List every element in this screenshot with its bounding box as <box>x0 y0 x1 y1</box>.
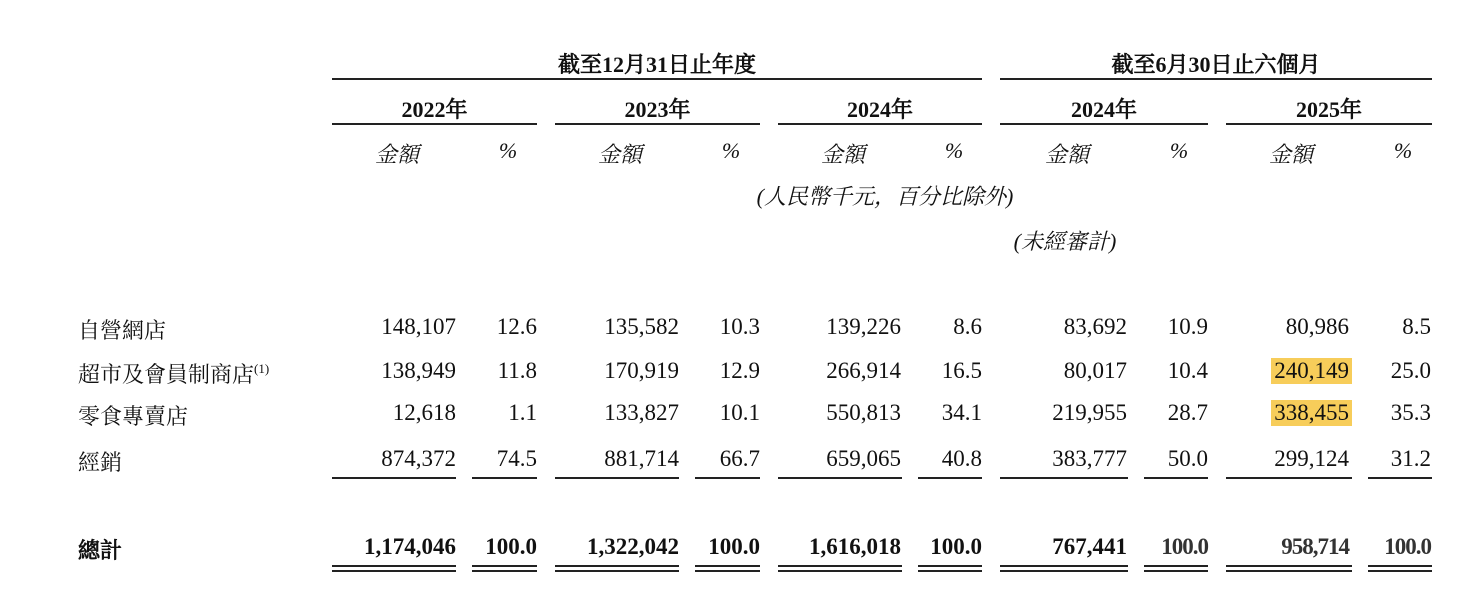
total-cell: 1,616,018 <box>809 534 901 559</box>
total-cell: 100.0 <box>1384 534 1431 559</box>
footnote-marker: (1) <box>254 361 270 376</box>
year-header-2025-h1: 2025年 <box>1295 97 1362 122</box>
year-header-2024-h1: 2024年 <box>1070 97 1137 122</box>
year-rule-2024 <box>778 123 982 125</box>
table-cell: 148,107 <box>381 314 456 339</box>
sub-amount-2025-h1: 金額 <box>1268 142 1313 167</box>
table-cell: 80,017 <box>1063 358 1127 383</box>
highlighted-cell: 240,149 <box>1271 358 1352 384</box>
subtotal-rule <box>1144 477 1208 479</box>
table-cell: 10.4 <box>1167 358 1208 383</box>
table-cell: 25.0 <box>1390 358 1431 383</box>
sub-amount-2024: 金額 <box>820 142 865 167</box>
table-cell: 219,955 <box>1052 400 1127 425</box>
sub-amount-2022: 金額 <box>374 142 419 167</box>
table-cell: 83,692 <box>1063 314 1127 339</box>
subtotal-rule <box>778 477 902 479</box>
total-cell: 100.0 <box>485 534 537 559</box>
row-label-total: 總計 <box>78 539 123 564</box>
table-cell: 12.6 <box>496 314 537 339</box>
group-header-six-months: 截至6月30日止六個月 <box>1111 52 1321 77</box>
row-label-self-operated: 自營網店 <box>78 319 167 344</box>
table-cell: 16.5 <box>941 358 982 383</box>
sub-amount-2024-h1: 金額 <box>1044 142 1089 167</box>
highlighted-cell: 338,455 <box>1271 400 1352 426</box>
row-label-distribution: 經銷 <box>78 451 123 476</box>
table-cell: 31.2 <box>1390 446 1431 471</box>
sub-pct-2024-h1: % <box>1169 138 1189 163</box>
table-cell: 138,949 <box>381 358 456 383</box>
total-double-rule <box>1368 565 1432 572</box>
total-double-rule <box>1144 565 1208 572</box>
total-cell: 958,714 <box>1281 534 1349 559</box>
subtotal-rule <box>332 477 456 479</box>
total-cell: 100.0 <box>930 534 982 559</box>
total-cell: 767,441 <box>1052 534 1127 559</box>
year-rule-2025-h1 <box>1226 123 1432 125</box>
sub-pct-2023: % <box>721 138 741 163</box>
total-cell: 100.0 <box>708 534 760 559</box>
total-double-rule <box>1000 565 1128 572</box>
sub-pct-2025-h1: % <box>1393 138 1413 163</box>
subtotal-rule <box>555 477 679 479</box>
row-label-supermarkets: 超市及會員制商店$^{(1)}$ <box>78 361 270 388</box>
table-cell: 66.7 <box>719 446 760 471</box>
group-header-full-year: 截至12月31日止年度 <box>557 52 756 77</box>
group-rule-full-year <box>332 78 982 80</box>
year-header-2022: 2022年 <box>401 97 468 122</box>
subtotal-rule <box>1226 477 1352 479</box>
table-cell: 74.5 <box>496 446 537 471</box>
table-cell: 34.1 <box>941 400 982 425</box>
group-rule-six-months <box>1000 78 1432 80</box>
table-cell: 135,582 <box>604 314 679 339</box>
table-cell: 12,618 <box>392 400 456 425</box>
sub-pct-2024: % <box>944 138 964 163</box>
table-cell: 299,124 <box>1274 446 1349 471</box>
total-double-rule <box>778 565 902 572</box>
table-cell: 35.3 <box>1390 400 1431 425</box>
subtotal-rule <box>918 477 982 479</box>
table-cell: 12.9 <box>719 358 760 383</box>
total-double-rule <box>332 565 456 572</box>
total-cell: 1,322,042 <box>587 534 679 559</box>
table-cell: 10.1 <box>719 400 760 425</box>
table-cell: 550,813 <box>826 400 901 425</box>
table-cell: 170,919 <box>604 358 679 383</box>
sub-pct-2022: % <box>498 138 518 163</box>
table-cell: 28.7 <box>1167 400 1208 425</box>
table-cell: 1.1 <box>508 400 537 425</box>
table-cell: 874,372 <box>381 446 456 471</box>
table-cell: 8.6 <box>953 314 982 339</box>
subtotal-rule <box>695 477 760 479</box>
unit-note: (人民幣千元，百分比除外) <box>756 184 1014 209</box>
table-cell: 881,714 <box>604 446 679 471</box>
table-cell: 139,226 <box>826 314 901 339</box>
table-cell: 80,986 <box>1285 314 1349 339</box>
table-cell: 40.8 <box>941 446 982 471</box>
total-double-rule <box>695 565 760 572</box>
total-double-rule <box>918 565 982 572</box>
subtotal-rule <box>472 477 537 479</box>
unaudited-note: (未經審計) <box>1013 229 1117 254</box>
table-cell: 10.3 <box>719 314 760 339</box>
total-double-rule <box>472 565 537 572</box>
table-cell: 10.9 <box>1167 314 1208 339</box>
table-cell: 8.5 <box>1402 314 1431 339</box>
subtotal-rule <box>1368 477 1432 479</box>
year-rule-2022 <box>332 123 537 125</box>
table-cell: 133,827 <box>604 400 679 425</box>
table-cell: 659,065 <box>826 446 901 471</box>
table-cell: 266,914 <box>826 358 901 383</box>
total-double-rule <box>555 565 679 572</box>
sub-amount-2023: 金額 <box>597 142 642 167</box>
year-header-2023: 2023年 <box>624 97 691 122</box>
row-label-snack-stores: 零食專賣店 <box>78 405 189 430</box>
table-cell: 50.0 <box>1167 446 1208 471</box>
subtotal-rule <box>1000 477 1128 479</box>
year-rule-2024-h1 <box>1000 123 1208 125</box>
total-cell: 1,174,046 <box>364 534 456 559</box>
year-rule-2023 <box>555 123 760 125</box>
total-double-rule <box>1226 565 1352 572</box>
table-cell: 11.8 <box>497 358 537 383</box>
year-header-2024: 2024年 <box>846 97 913 122</box>
table-cell: 383,777 <box>1052 446 1127 471</box>
total-cell: 100.0 <box>1161 534 1208 559</box>
